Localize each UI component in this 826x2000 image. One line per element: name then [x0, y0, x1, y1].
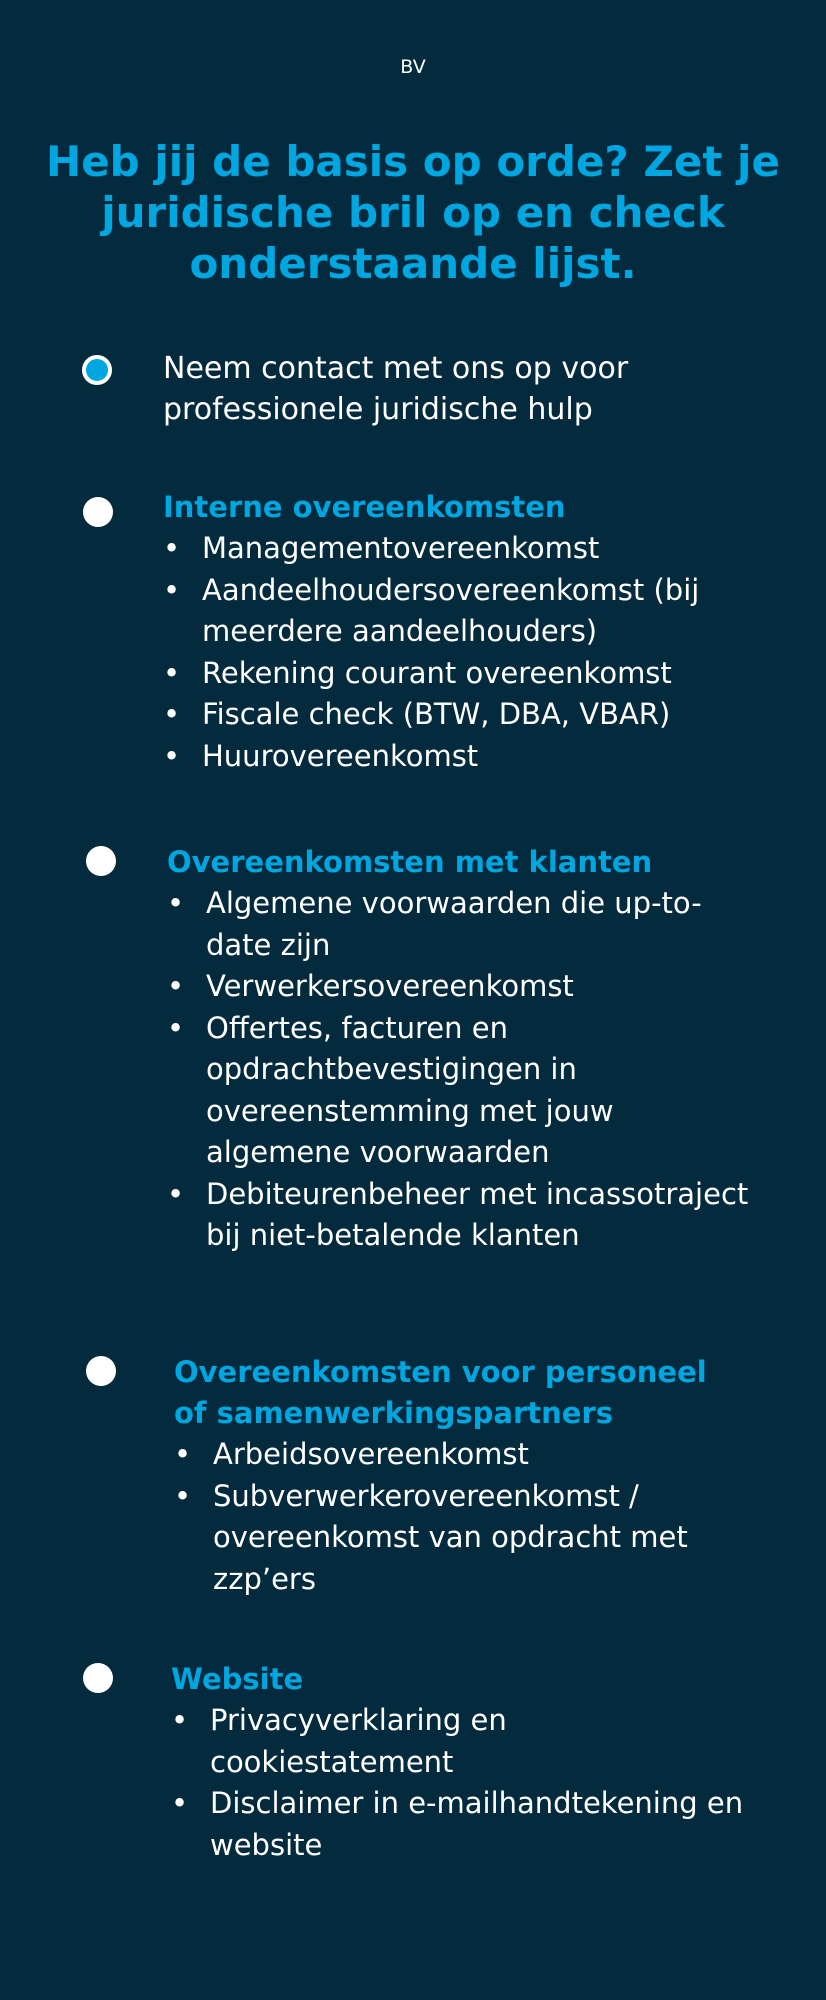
- radio-icon[interactable]: [86, 846, 116, 876]
- option-contact-text: Neem contact met ons op voor professionele juridische hulp: [163, 351, 629, 427]
- radio-icon[interactable]: [86, 1356, 116, 1386]
- list-item: • Verwerkersovereenkomst: [155, 966, 767, 1008]
- option-title: Website: [171, 1662, 304, 1696]
- page-title: Heb jij de basis op orde? Zet je juridische bril op en check onderstaande lijst.: [46, 137, 780, 288]
- bullet-list: [155, 883, 767, 1257]
- bullet-list: [162, 1434, 734, 1600]
- list-item: • Debiteurenbeheer met incassotraject bij niet-betalende klanten: [155, 1174, 767, 1257]
- list-item: • Huurovereenkomst: [151, 736, 763, 778]
- list-item: • Arbeidsovereenkomst: [162, 1434, 734, 1476]
- list-item: • Subverwerkerovereenkomst / overeenkomst van opdracht met zzp’ers: [162, 1476, 734, 1601]
- brand-label: BV: [400, 56, 426, 78]
- bullet-list: [159, 1700, 751, 1866]
- list-item: • Algemene voorwaarden die up-to-date zijn: [155, 883, 767, 966]
- list-item: • Rekening courant overeenkomst: [151, 653, 763, 695]
- option-title: Overeenkomsten met klanten: [167, 845, 653, 879]
- list-item: • Fiscale check (BTW, DBA, VBAR): [151, 694, 763, 736]
- list-item: • Privacyverklaring en cookiestatement: [159, 1700, 751, 1783]
- radio-selected-icon[interactable]: [82, 355, 112, 385]
- radio-icon[interactable]: [83, 1663, 113, 1693]
- list-item: • Disclaimer in e-mailhandtekening en website: [159, 1783, 751, 1866]
- option-title: Overeenkomsten voor personeel of samenwerkingspartners: [174, 1355, 707, 1430]
- list-item: • Managementovereenkomst: [151, 528, 763, 570]
- radio-icon[interactable]: [83, 497, 113, 527]
- option-title: Interne overeenkomsten: [163, 490, 566, 524]
- list-item: • Aandeelhoudersovereenkomst (bij meerdere aandeelhouders): [151, 570, 763, 653]
- list-item: • Offertes, facturen en opdrachtbevestigingen in overeenstemming met jouw algemene voorwaarden: [155, 1008, 767, 1174]
- bullet-list: [151, 528, 763, 777]
